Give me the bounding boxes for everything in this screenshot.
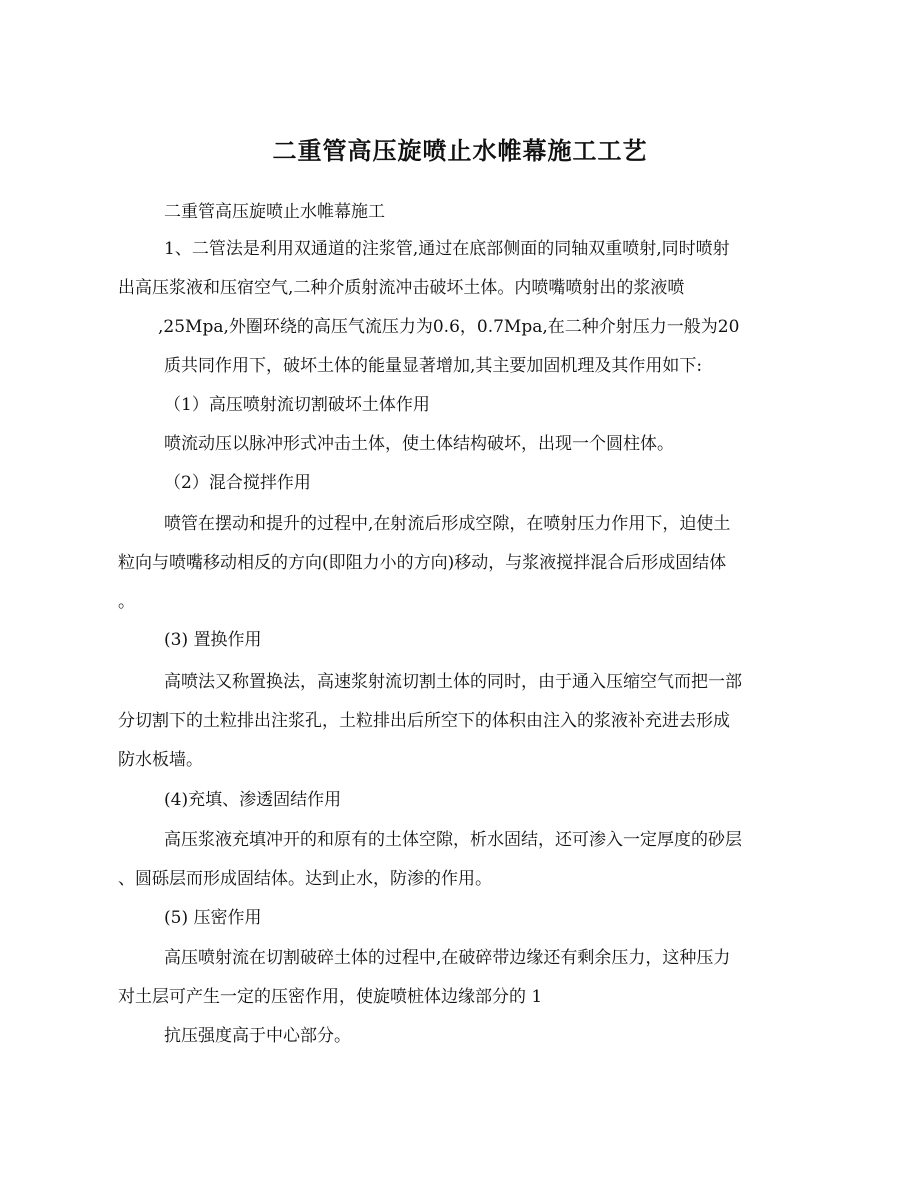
section-heading-3 bbox=[164, 621, 261, 660]
section-heading-1 bbox=[164, 386, 674, 464]
paragraph-1 bbox=[118, 230, 739, 386]
paragraph-2 bbox=[118, 505, 730, 613]
text-line: (3) 置换作用 bbox=[164, 630, 262, 650]
text-line: 出高压浆液和压宿空气,二种介质射流冲击破坏土体。内喷嘴喷射出的浆液喷 bbox=[118, 278, 685, 298]
text-line: （2）混合搅拌作用 bbox=[164, 473, 311, 493]
paragraph-intro bbox=[164, 193, 385, 232]
text-line: 质共同作用下，破坏土体的能量显著增加,其主要加固机理及其作用如下: bbox=[164, 356, 703, 376]
text-line: (4)充填、渗透固结作用 bbox=[164, 790, 342, 810]
section-heading-5 bbox=[164, 899, 261, 938]
text-line: 粒向与喷嘴移动相反的方向(即阻力小的方向)移动，与浆液搅拌混合后形成固结体 bbox=[118, 553, 727, 573]
text-line: 喷流动压以脉冲形式冲击土体，使土体结构破坏，出现一个圆柱体。 bbox=[164, 434, 674, 454]
paragraph-4 bbox=[118, 821, 742, 899]
text-line: 喷管在摆动和提升的过程中,在射流后形成空隙，在喷射压力作用下，迫使土 bbox=[164, 514, 731, 534]
text-line: 高喷法又称置换法，高速浆射流切割土体的同时，由于通入压缩空气而把一部 bbox=[164, 672, 742, 692]
section-heading-2 bbox=[164, 464, 311, 503]
text-line: (5) 压密作用 bbox=[164, 908, 262, 928]
text-line: 高压喷射流在切割破碎土体的过程中,在破碎带边缘还有剩余压力，这种压力 bbox=[164, 948, 731, 968]
document-title: 二重管高压旋喷止水帷幕施工工艺 bbox=[272, 136, 648, 165]
text-line: 1、二管法是利用双通道的注浆管,通过在底部侧面的同轴双重喷射,同时喷射 bbox=[164, 239, 730, 259]
paragraph-3 bbox=[118, 663, 742, 780]
text-line: （1）高压喷射流切割破坏土体作用 bbox=[164, 395, 430, 415]
section-heading-4 bbox=[164, 781, 341, 820]
text-line: 二重管高压旋喷止水帷幕施工 bbox=[164, 202, 385, 222]
text-line: 对土层可产生一定的压密作用，使旋喷桩体边缘部分的 1 bbox=[118, 987, 543, 1007]
text-line: 、圆砾层而形成固结体。达到止水，防渗的作用。 bbox=[118, 869, 492, 889]
paragraph-5 bbox=[118, 939, 730, 1056]
text-line: 。 bbox=[118, 592, 135, 612]
text-line: 高压浆液充填冲开的和原有的土体空隙，析水固结，还可渗入一定厚度的砂层 bbox=[164, 830, 742, 850]
text-line: 防水板墙。 bbox=[118, 750, 203, 770]
text-line: 抗压强度高于中心部分。 bbox=[164, 1026, 351, 1046]
text-line: 分切割下的土粒排出注浆孔，土粒排出后所空下的体积由注入的浆液补充进去形成 bbox=[118, 711, 730, 731]
text-line: ,25Mpa,外圈环绕的高压气流压力为0.6，0.7Mpa,在二种介射压力一般为20 bbox=[158, 317, 740, 337]
